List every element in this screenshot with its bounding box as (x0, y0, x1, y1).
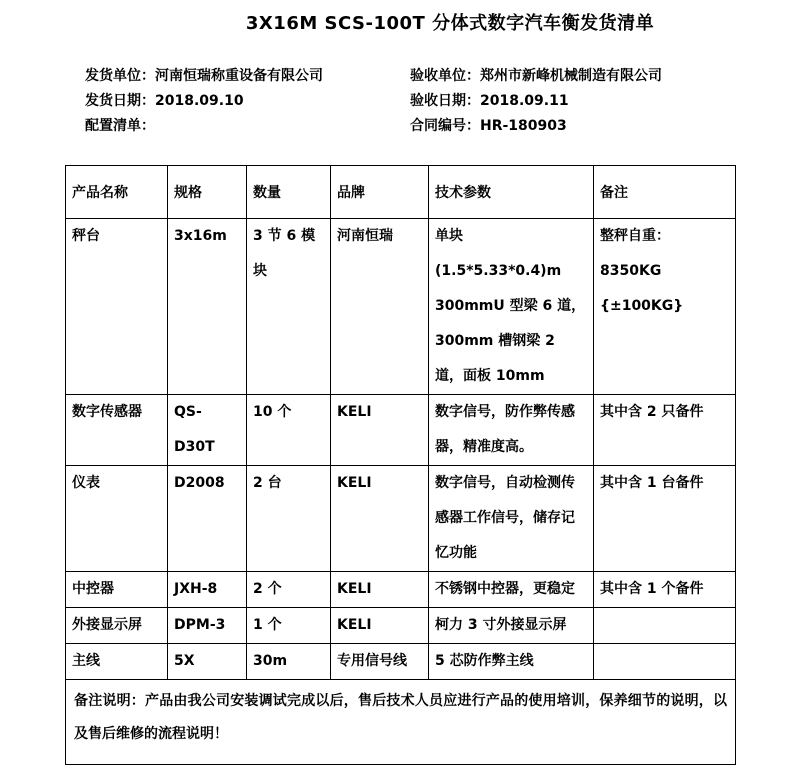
table-remark-row (66, 680, 736, 765)
cell-notes: 其中含 2 只备件 (594, 395, 736, 466)
cell-quantity: 2 个 (247, 572, 331, 608)
cell-brand: 河南恒瑞 (331, 219, 429, 395)
page-title: 3X16M SCS-100T 分体式数字汽车衡发货清单 (245, 13, 655, 34)
receive-date-line: 验收日期：2018.09.11 (410, 93, 569, 109)
cell-product-name: 主线 (66, 644, 168, 680)
receiver-unit-line: 验收单位：郑州市新峰机械制造有限公司 (410, 68, 662, 84)
header-cell-notes: 备注 (594, 166, 736, 219)
cell-tech-params: 数字信号，自动检测传感器工作信号，储存记忆功能 (429, 466, 594, 572)
cell-notes: 整秤自重：8350KG {±100KG} (594, 219, 736, 395)
shipper-info-block (85, 64, 323, 139)
cell-brand: KELI (331, 572, 429, 608)
header-cell-spec: 规格 (168, 166, 247, 219)
cell-quantity: 10 个 (247, 395, 331, 466)
table-row (66, 644, 736, 680)
cell-tech-params: 柯力 3 寸外接显示屏 (429, 608, 594, 644)
cell-brand: KELI (331, 608, 429, 644)
table-row (66, 608, 736, 644)
delivery-items-table (65, 165, 736, 765)
cell-quantity: 3 节 6 模块 (247, 219, 331, 395)
cell-spec: D2008 (168, 466, 247, 572)
header-cell-tech-params: 技术参数 (429, 166, 594, 219)
cell-spec: DPM-3 (168, 608, 247, 644)
cell-notes: 其中含 1 个备件 (594, 572, 736, 608)
cell-spec: JXH-8 (168, 572, 247, 608)
header-cell-quantity: 数量 (247, 166, 331, 219)
cell-brand: KELI (331, 395, 429, 466)
table-header-row (66, 166, 736, 219)
cell-product-name: 中控器 (66, 572, 168, 608)
table-row (66, 466, 736, 572)
cell-quantity: 1 个 (247, 608, 331, 644)
cell-spec: QS-D30T (168, 395, 247, 466)
cell-notes: 其中含 1 台备件 (594, 466, 736, 572)
cell-product-name: 秤台 (66, 219, 168, 395)
header-cell-brand: 品牌 (331, 166, 429, 219)
cell-product-name: 外接显示屏 (66, 608, 168, 644)
cell-quantity: 2 台 (247, 466, 331, 572)
cell-spec: 3x16m (168, 219, 247, 395)
table-row (66, 219, 736, 395)
cell-notes (594, 644, 736, 680)
cell-tech-params: 不锈钢中控器，更稳定 (429, 572, 594, 608)
receiver-info-block (410, 64, 662, 139)
contract-number-line: 合同编号：HR-180903 (410, 118, 567, 134)
shipper-unit-line: 发货单位：河南恒瑞称重设备有限公司 (85, 68, 323, 84)
config-list-line: 配置清单： (85, 118, 155, 134)
cell-product-name: 仪表 (66, 466, 168, 572)
header-cell-product-name: 产品名称 (66, 166, 168, 219)
cell-quantity: 30m (247, 644, 331, 680)
cell-notes (594, 608, 736, 644)
remark-note-cell: 备注说明：产品由我公司安装调试完成以后，售后技术人员应进行产品的使用培训，保养细节的说明，以及售后维修的流程说明！ (66, 680, 736, 765)
cell-tech-params: 单块(1.5*5.33*0.4)m 300mmU 型梁 6 道，300mm 槽钢梁 2 道，面板 10mm (429, 219, 594, 395)
cell-spec: 5X (168, 644, 247, 680)
cell-tech-params: 5 芯防作弊主线 (429, 644, 594, 680)
table-row (66, 395, 736, 466)
cell-product-name: 数字传感器 (66, 395, 168, 466)
cell-tech-params: 数字信号，防作弊传感器，精准度高。 (429, 395, 594, 466)
ship-date-line: 发货日期：2018.09.10 (85, 93, 244, 109)
cell-brand: KELI (331, 466, 429, 572)
cell-brand: 专用信号线 (331, 644, 429, 680)
table-row (66, 572, 736, 608)
